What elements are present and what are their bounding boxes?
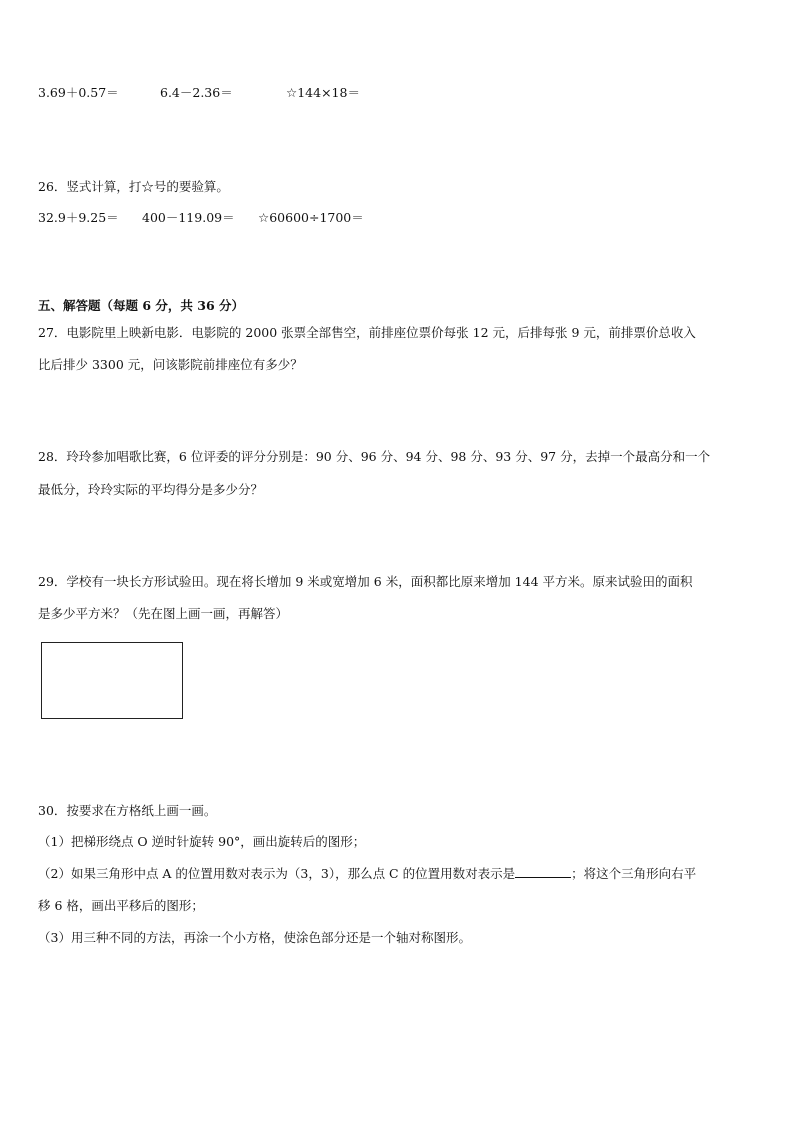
q30-part-2-text-after: ；将这个三角形向右平 (571, 866, 697, 881)
q26-item-1: 32.9＋9.25＝ (38, 210, 119, 225)
calc-item-2: 6.4－2.36＝ (160, 85, 233, 100)
q27-line-1: 27．电影院里上映新电影．电影院的 2000 张票全部售空，前排座位票价每张 12 元，后排每张 9 元，前排票价总收入 (38, 325, 696, 340)
q26-item-3: ☆60600÷1700＝ (258, 210, 364, 225)
q26-item-2: 400－119.09＝ (142, 210, 235, 225)
rectangle-field-diagram (41, 642, 183, 719)
calc-item-1: 3.69＋0.57＝ (38, 85, 119, 100)
q30-part-1: （1）把梯形绕点 O 逆时针旋转 90°，画出旋转后的图形； (38, 834, 366, 849)
answer-blank[interactable] (515, 866, 571, 878)
q29-line-1: 29．学校有一块长方形试验田。现在将长增加 9 米或宽增加 6 米，面积都比原来增加 144 平方米。原来试验田的面积 (38, 574, 693, 589)
section-heading: 五、解答题（每题 6 分，共 36 分） (38, 298, 245, 313)
q30-part-2-line-2: 移 6 格，画出平移后的图形； (38, 898, 204, 913)
q30-part-2-text-before: （2）如果三角形中点 A 的位置用数对表示为（3，3），那么点 C 的位置用数对表示是 (38, 866, 516, 881)
q30-part-3: （3）用三种不同的方法，再涂一个小方格，使涂色部分还是一个轴对称图形。 (38, 930, 471, 945)
q26-prompt: 26．竖式计算，打☆号的要验算。 (38, 179, 229, 194)
q29-line-2: 是多少平方米？（先在图上画一画，再解答） (38, 606, 289, 621)
q28-line-1: 28．玲玲参加唱歌比赛，6 位评委的评分分别是：90 分、96 分、94 分、98 分、93 分、97 分，去掉一个最高分和一个 (38, 449, 711, 464)
q28-line-2: 最低分，玲玲实际的平均得分是多少分？ (38, 482, 264, 497)
q30-part-2-line-1 (38, 864, 696, 882)
q30-prompt: 30．按要求在方格纸上画一画。 (38, 803, 217, 818)
calc-item-3: ☆144×18＝ (286, 85, 360, 100)
q27-line-2: 比后排少 3300 元，问该影院前排座位有多少？ (38, 357, 303, 372)
